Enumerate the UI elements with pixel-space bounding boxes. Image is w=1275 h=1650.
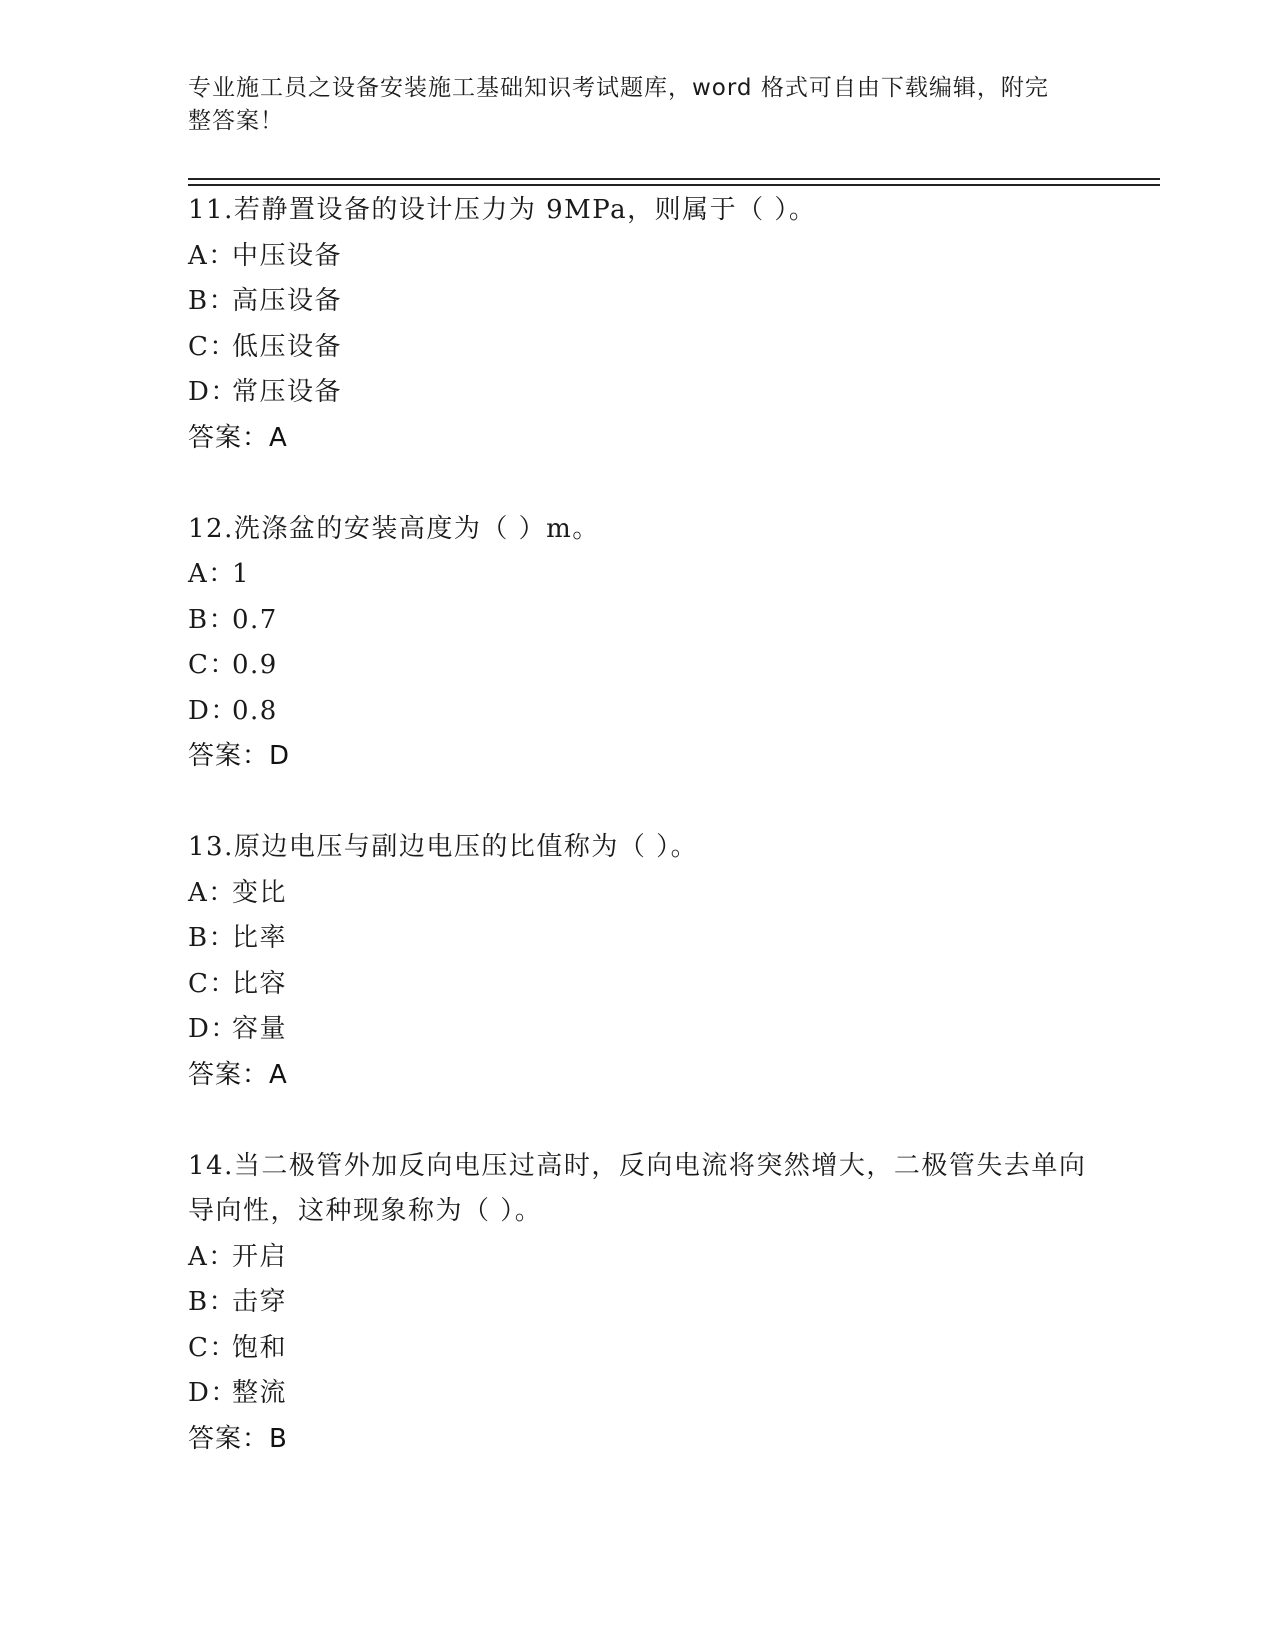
option-d — [188, 1007, 1088, 1053]
question-spacer — [188, 1098, 1088, 1144]
option-b — [188, 279, 1088, 325]
option-text: 高压设备 — [232, 286, 343, 316]
option-d — [188, 1371, 1088, 1417]
option-a — [188, 234, 1088, 280]
option-letter: D： — [188, 1014, 238, 1044]
option-b — [188, 916, 1088, 962]
option-a — [188, 552, 1088, 598]
answer: 答案：A — [188, 422, 288, 453]
option-letter: C： — [188, 331, 237, 362]
option-a — [188, 1235, 1088, 1281]
question-13 — [188, 825, 1088, 1098]
question-11 — [188, 188, 1088, 461]
option-letter: D： — [188, 695, 238, 726]
question-12 — [188, 507, 1088, 780]
option-letter: B： — [188, 604, 237, 635]
question-text: 14.当二极管外加反向电压过高时，反向电流将突然增大，二极管失去单向导向性，这种现象称为（ ）。 — [188, 1150, 1087, 1226]
option-text: 开启 — [232, 1241, 288, 1272]
question-text: 13.原边电压与副边电压的比值称为（ ）。 — [188, 832, 699, 862]
option-letter: B： — [188, 923, 237, 953]
option-text: 常压设备 — [232, 377, 343, 407]
option-c — [188, 1326, 1088, 1372]
option-c — [188, 962, 1088, 1008]
option-text: 0.9 — [232, 650, 278, 680]
question-14 — [188, 1144, 1088, 1463]
question-text: 11.若静置设备的设计压力为 9MPa，则属于（ ）。 — [188, 195, 817, 225]
option-letter: C： — [188, 650, 237, 680]
option-d — [188, 689, 1088, 735]
option-text: 中压设备 — [232, 240, 343, 271]
option-b — [188, 1280, 1088, 1326]
option-text: 低压设备 — [232, 331, 343, 362]
option-letter: B： — [188, 1287, 237, 1317]
option-letter: A： — [188, 559, 236, 589]
option-letter: C： — [188, 1332, 237, 1363]
question-list — [188, 188, 1088, 1462]
option-text: 饱和 — [232, 1332, 288, 1363]
option-letter: D： — [188, 377, 238, 407]
option-letter: A： — [188, 1241, 236, 1272]
option-letter: D： — [188, 1378, 238, 1408]
answer: 答案：B — [188, 1423, 288, 1454]
option-letter: A： — [188, 240, 236, 271]
option-b — [188, 598, 1088, 644]
option-c — [188, 325, 1088, 371]
header-rule-bottom — [188, 184, 1160, 186]
option-text: 比率 — [232, 923, 288, 953]
option-text: 0.8 — [232, 695, 278, 726]
option-d — [188, 370, 1088, 416]
document-header: 专业施工员之设备安装施工基础知识考试题库，word 格式可自由下载编辑，附完整答案！ — [188, 75, 1049, 134]
option-c — [188, 643, 1088, 689]
option-text: 0.7 — [232, 604, 278, 635]
option-a — [188, 871, 1088, 917]
option-text: 比容 — [232, 968, 288, 999]
option-text: 整流 — [232, 1378, 288, 1408]
option-letter: C： — [188, 968, 237, 999]
option-text: 1 — [232, 559, 251, 589]
question-spacer — [188, 780, 1088, 826]
question-spacer — [188, 461, 1088, 507]
option-text: 容量 — [232, 1014, 288, 1044]
option-text: 击穿 — [232, 1287, 288, 1317]
header-rule-top — [188, 178, 1160, 180]
option-text: 变比 — [232, 877, 288, 908]
option-letter: A： — [188, 877, 236, 908]
answer: 答案：A — [188, 1059, 288, 1090]
answer: 答案：D — [188, 741, 291, 771]
question-text: 12.洗涤盆的安装高度为（ ）m。 — [188, 513, 600, 544]
option-letter: B： — [188, 286, 237, 316]
